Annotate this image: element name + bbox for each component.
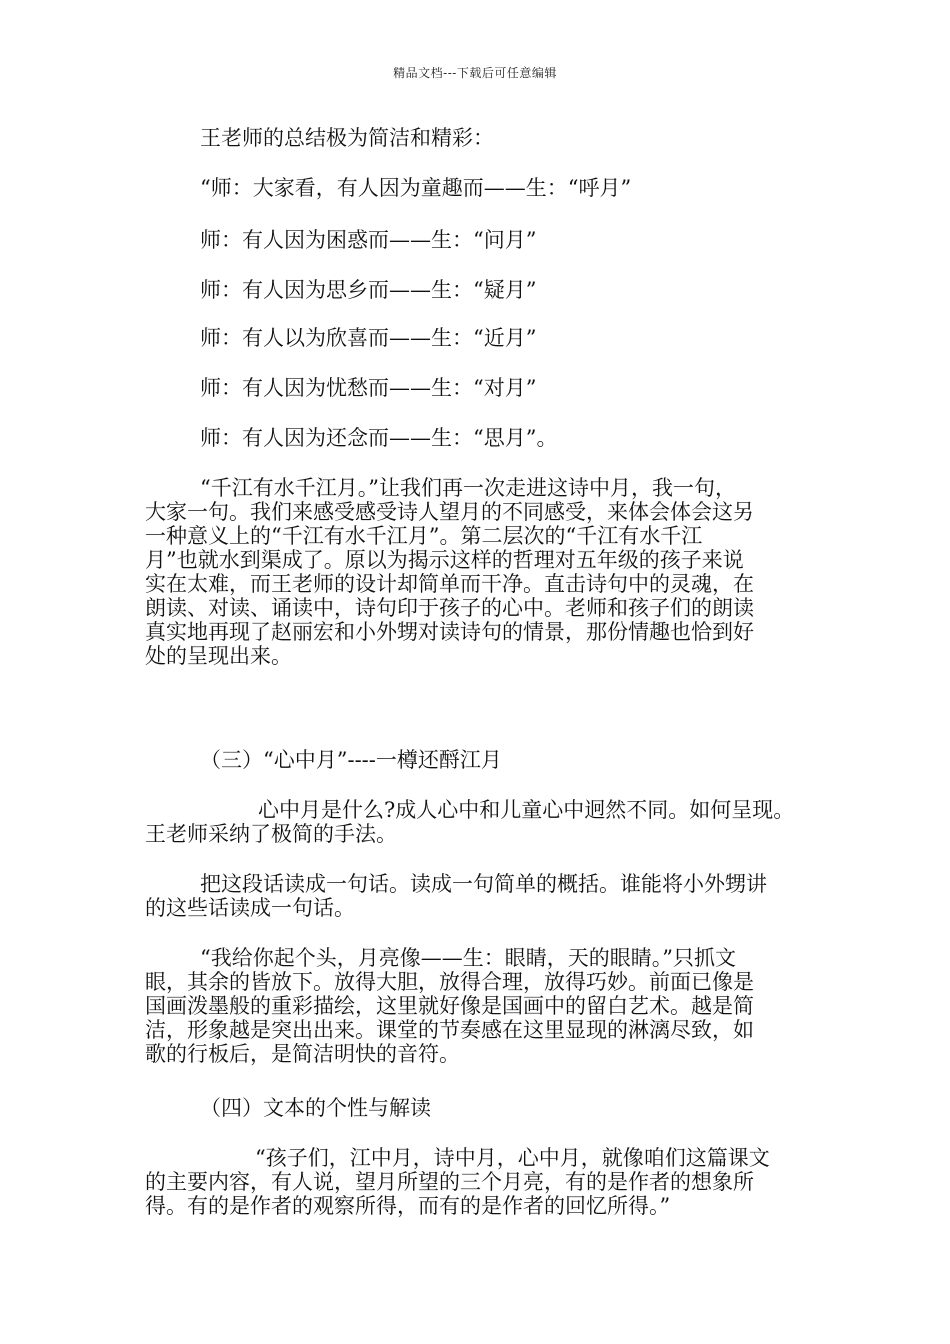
section-heading-4: （四）文本的个性与解读 [200, 1096, 431, 1120]
paragraph-line: 月”也就水到渠成了。原以为揭示这样的哲理对五年级的孩子来说 [145, 548, 744, 572]
paragraph-line: 眼，其余的皆放下。放得大胆，放得合理，放得巧妙。前面已像是 [145, 970, 754, 994]
paragraph-summarize [145, 872, 815, 920]
summary-intro: 王老师的总结极为简洁和精彩： [200, 126, 494, 150]
dialogue-line-5: 师：有人因为忧愁而——生：“对月” [200, 376, 537, 400]
paragraph-line: 把这段话读成一句话。读成一句简单的概括。谁能将小外甥讲 [200, 872, 767, 896]
paragraph-line: 王老师采纳了极简的手法。 [145, 822, 397, 846]
paragraph-line: 得。有的是作者的观察所得，而有的是作者的回忆所得。” [145, 1194, 671, 1218]
dialogue-line-2: 师：有人因为困惑而——生：“问月” [200, 228, 537, 252]
paragraph-line: 实在太难，而王老师的设计却简单而干净。直击诗句中的灵魂，在 [145, 572, 754, 596]
paragraph-xinzhongyue [145, 798, 815, 846]
paragraph-three-moons [145, 1146, 815, 1218]
section-heading-3: （三）“心中月”----一樽还酹江月 [200, 748, 502, 772]
dialogue-line-4: 师：有人以为欣喜而——生：“近月” [200, 326, 537, 350]
paragraph-line: “千江有水千江月。”让我们再一次走进这诗中月，我一句， [200, 476, 736, 500]
dialogue-line-6: 师：有人因为还念而——生：“思月”。 [200, 426, 558, 450]
paragraph-line: 一种意义上的“千江有水千江月”。第二层次的“千江有水千江 [145, 524, 703, 548]
paragraph-qianjiang [145, 476, 815, 668]
paragraph-line: “我给你起个头，月亮像——生：眼睛，天的眼睛。”只抓文 [200, 946, 736, 970]
paragraph-line: 大家一句。我们来感受感受诗人望月的不同感受，来体会体会这另 [145, 500, 754, 524]
paragraph-line: 真实地再现了赵丽宏和小外甥对读诗句的情景，那份情趣也恰到好 [145, 620, 754, 644]
paragraph-eyes [145, 946, 815, 1066]
dialogue-line-3: 师：有人因为思乡而——生：“疑月” [200, 278, 537, 302]
paragraph-line: “孩子们，江中月，诗中月，心中月，就像咱们这篇课文 [255, 1146, 770, 1170]
paragraph-line: 心中月是什么?成人心中和儿童心中迥然不同。如何呈现。 [258, 798, 795, 822]
paragraph-line: 处的呈现出来。 [145, 644, 292, 668]
paragraph-line: 的主要内容，有人说，望月所望的三个月亮，有的是作者的想象所 [145, 1170, 754, 1194]
paragraph-line: 国画泼墨般的重彩描绘，这里就好像是国画中的留白艺术。越是简 [145, 994, 754, 1018]
paragraph-line: 洁，形象越是突出出来。课堂的节奏感在这里显现的淋漓尽致，如 [145, 1018, 754, 1042]
paragraph-line: 的这些话读成一句话。 [145, 896, 355, 920]
page-header: 精品文档---下载后可任意编辑 [393, 66, 557, 80]
paragraph-line: 歌的行板后，是简洁明快的音符。 [145, 1042, 460, 1066]
paragraph-line: 朗读、对读、诵读中，诗句印于孩子的心中。老师和孩子们的朗读 [145, 596, 754, 620]
dialogue-line-1: “师：大家看，有人因为童趣而——生：“呼月” [200, 176, 632, 200]
